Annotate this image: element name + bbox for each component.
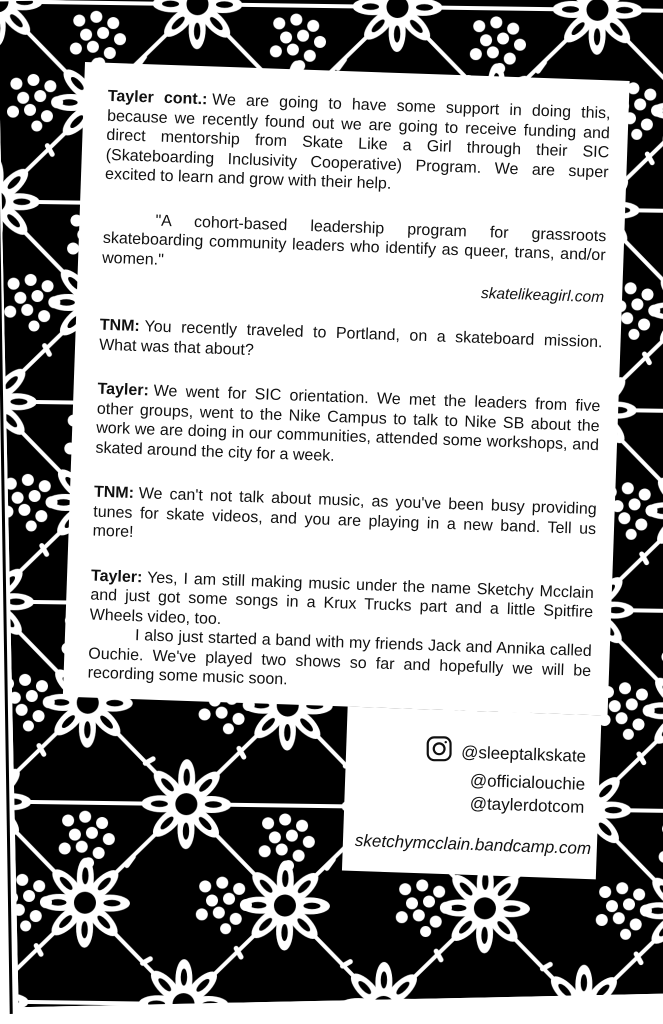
bandcamp-url: sketchymcclain.bandcamp.com — [354, 830, 592, 858]
instagram-handle: @officialouchie — [469, 770, 586, 794]
speaker-label: Tayler: — [97, 380, 150, 400]
paragraph-text: Yes, I am still making music under the name Sketchy Mcclain and just got some songs in a Krux Trucks part and a little Spitfire Wheels video, too. — [89, 568, 595, 628]
speaker-label: TNM: — [93, 483, 135, 502]
interview-text-block — [63, 62, 630, 715]
interview-paragraph-tnm-portland — [99, 316, 603, 373]
instagram-handle: @taylerdotcom — [469, 793, 585, 817]
paragraph-text: We can't not talk about music, as you've been busy providing tunes for skate videos, and you are playing in a new band. Tell us more! — [92, 485, 597, 541]
contact-block — [342, 706, 602, 879]
pull-quote: "A cohort-based leadership program for grassroots skateboarding community leaders who identify as queer, trans, and/or women." — [101, 212, 607, 269]
interview-paragraph-tnm-music — [92, 483, 597, 559]
paragraph-text: We went for SIC orientation. We met the leaders from five other groups, went to the Nike Campus to talk to Nike SB about the work we are doing in our communities, attended some workshops, and skated around the city for a week. — [95, 382, 601, 465]
instagram-handle: @sleeptalkskate — [460, 742, 587, 766]
speaker-label: Tayler cont.: — [107, 87, 208, 109]
interview-paragraph-tayler-band: I also just started a band with my friends Jack and Annika called Ouchie. We've played two shows so far and hopefully we will be recording some music soon. — [87, 627, 593, 689]
quote-attribution: skatelikeagirl.com — [480, 284, 605, 307]
speaker-label: TNM: — [99, 316, 141, 336]
instagram-icon — [426, 735, 452, 767]
speaker-label: Tayler: — [90, 567, 143, 586]
paragraph-text: We are going to have some support in doing this, because we recently found out we are going to receive funding and direct mentorship from Skate Like a Girl through their SIC (Skateboarding Inclusivity Cooperative) Program. We are super excited to learn and grow with their help. — [104, 91, 611, 193]
interview-paragraph-tayler-orientation — [95, 380, 600, 476]
interview-paragraph-tayler-cont — [105, 87, 611, 202]
interview-paper — [57, 62, 630, 879]
paragraph-text: You recently traveled to Portland, on a skateboard mission. What was that about? — [98, 318, 603, 359]
